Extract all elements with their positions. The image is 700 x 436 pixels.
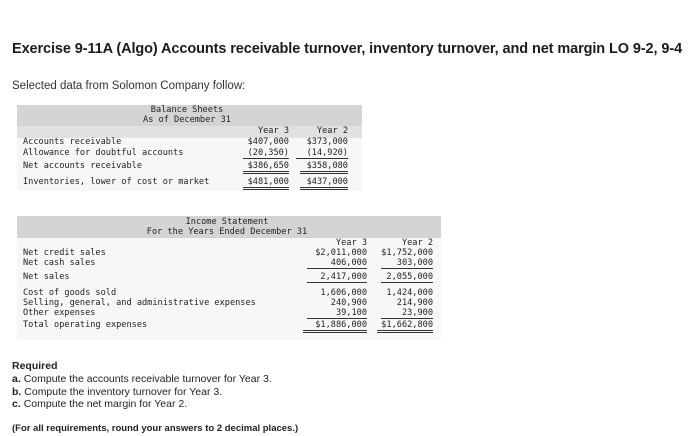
is-col-year2: Year 2 [401, 238, 433, 248]
is-row-y3: 406,000 [307, 258, 367, 269]
bs-col-year2: Year 2 [316, 126, 348, 136]
requirement-c: c. Compute the net margin for Year 2. [12, 398, 188, 410]
is-row-y3: 39,100 [307, 308, 367, 319]
bs-row-label: Net accounts receivable [23, 161, 142, 171]
is-row-y2: 23,900 [381, 308, 433, 319]
is-row-y3: 2,417,000 [307, 272, 367, 283]
requirement-b: b. Compute the inventory turnover for Year 3. [12, 386, 223, 398]
balance-sheet-table [17, 105, 362, 191]
is-row-y2: 214,900 [396, 298, 433, 308]
balance-sheet-heading: Balance Sheets [150, 105, 224, 115]
is-row-label: Net credit sales [23, 248, 106, 258]
bs-row-label: Inventories, lower of cost or market [23, 177, 210, 187]
bs-row-label: Accounts receivable [23, 137, 122, 147]
is-col-year3: Year 3 [335, 238, 367, 248]
is-row-y3: $1,886,000 [303, 320, 367, 333]
bs-row-label: Allowance for doubtful accounts [23, 148, 184, 158]
is-row-y3: 240,900 [330, 298, 367, 308]
is-row-label: Net cash sales [23, 258, 96, 268]
income-statement-heading: Income Statement [185, 217, 269, 227]
income-statement-table [17, 216, 441, 340]
is-row-label: Cost of goods sold [23, 288, 117, 298]
exercise-title: Exercise 9-11A (Algo) Accounts receivable turnover, inventory turnover, and net margin LO 9-2, 9-4 [12, 41, 683, 57]
is-row-y3: 1,606,000 [320, 288, 367, 298]
is-row-label: Total operating expenses [23, 320, 148, 330]
bs-row-y3: $407,000 [247, 137, 289, 147]
is-row-label: Other expenses [23, 308, 96, 318]
bs-row-y3: $386,650 [243, 161, 289, 174]
bs-row-y3: (20,350) [243, 148, 289, 159]
is-row-y2: $1,752,000 [381, 248, 433, 258]
is-row-y3: $2,011,000 [315, 248, 367, 258]
is-row-label: Net sales [23, 272, 70, 282]
requirement-a: a. Compute the accounts receivable turnover for Year 3. [12, 373, 272, 385]
bs-col-year3: Year 3 [257, 126, 289, 136]
is-row-label: Selling, general, and administrative expenses [23, 298, 256, 308]
bs-row-y2: $358,080 [300, 161, 348, 174]
is-row-y2: 2,055,000 [381, 272, 433, 283]
balance-sheet-subheading: As of December 31 [143, 115, 231, 125]
is-row-y2: 1,424,000 [386, 288, 433, 298]
is-row-y2: $1,662,800 [377, 320, 433, 333]
required-heading: Required [12, 360, 58, 372]
bs-row-y3: $481,000 [243, 177, 289, 190]
bs-row-y2: $373,000 [306, 137, 348, 147]
is-row-y2: 303,000 [381, 258, 433, 269]
bs-row-y2: $437,000 [300, 177, 348, 190]
bs-row-y2: (14,920) [296, 148, 348, 159]
rounding-note: (For all requirements, round your answers to 2 decimal places.) [12, 423, 299, 434]
income-statement-subheading: For the Years Ended December 31 [146, 227, 308, 237]
intro-text: Selected data from Solomon Company follow: [12, 80, 246, 92]
